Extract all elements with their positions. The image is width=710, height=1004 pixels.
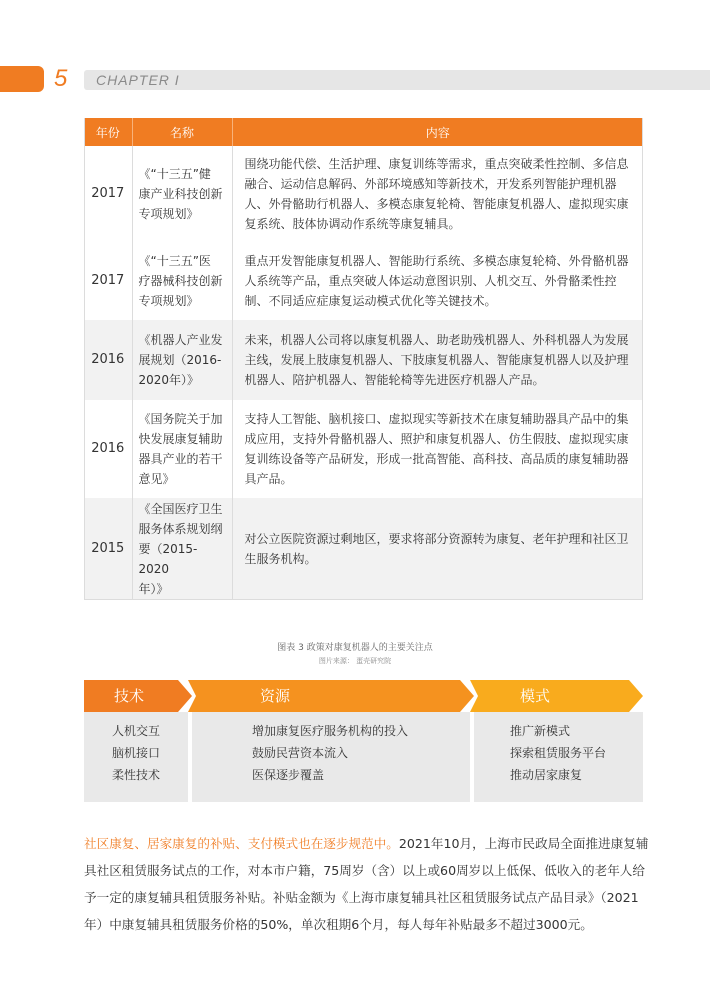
resource-item: 增加康复医疗服务机构的投入	[252, 724, 409, 738]
row-content: 重点开发智能康复机器人、智能助行系统、多模态康复轮椅、外骨骼机器 人系统等产品，重点突破人体运动意图识别、人机交互、外骨骼柔性控 制、不同适应症康复运动模式优化等关键技术。	[232, 242, 643, 320]
table-row	[84, 146, 643, 242]
row-year: 2017	[84, 242, 132, 320]
paragraph-line: 予一定的康复辅具租赁服务补贴。补贴金额为《上海市康复辅具社区租赁服务试点产品目录》（2021	[84, 890, 639, 905]
tech-item: 人机交互	[112, 724, 161, 738]
row-name: 《机器人产业发 展规划（2016- 2020年）》	[132, 320, 232, 400]
resource-arrow	[188, 680, 474, 712]
row-content: 未来，机器人公司将以康复机器人、助老助残机器人、外科机器人为发展 主线，发展上肢康复机器人、下肢康复机器人、智能康复机器人以及护理 机器人、陪护机器人、智能轮椅等先进医疗机器人产品。	[232, 320, 643, 400]
paragraph-line: 具社区租赁服务试点的工作，对本市户籍，75周岁（含）以上或60周岁以上低保、低收入的老年人给	[84, 863, 645, 878]
mode-item: 推广新模式	[510, 724, 571, 738]
resource-item: 鼓励民营资本流入	[252, 746, 349, 760]
chevron-arrows	[84, 680, 643, 712]
tech-title: 技术	[114, 687, 145, 705]
highlight-sentence: 社区康复、居家康复的补贴、支付模式也在逐步规范中。	[84, 836, 399, 851]
focus-diagram	[84, 680, 643, 802]
header-year: 年份	[84, 118, 132, 146]
row-content: 围绕功能代偿、生活护理、康复训练等需求，重点突破柔性控制、多信息 融合、运动信息解码、外部环境感知等新技术，开发系列智能护理机器 人、外骨骼助行机器人、多模态康复轮椅、智能康复机器人、虚拟现实康 复系统、肢体协调动作系统等康复辅具。	[232, 146, 643, 242]
table-row	[84, 498, 643, 600]
figure-caption: 图表 3 政策对康复机器人的主要关注点	[277, 643, 433, 653]
body-paragraph	[84, 830, 649, 938]
header-accent-tab	[0, 66, 44, 92]
row-year: 2016	[84, 400, 132, 498]
chapter-header	[0, 66, 710, 92]
table-row	[84, 242, 643, 320]
page-number: 5	[54, 65, 68, 92]
row-name: 《全国医疗卫生 服务体系规划纲 要（2015-2020 年）》	[132, 498, 232, 600]
table-row	[84, 400, 643, 498]
row-content: 支持人工智能、脑机接口、虚拟现实等新技术在康复辅助器具产品中的集 成应用，支持外骨骼机器人、照护和康复机器人、仿生假肢、虚拟现实康 复训练设备等产品研发，形成一批高智能、高科技、高品质的康复辅助器 具产品。	[232, 400, 643, 498]
row-year: 2016	[84, 320, 132, 400]
figure-source: 图片来源： 蛋壳研究院	[318, 657, 392, 665]
policy-table	[84, 118, 643, 600]
table-header-row	[84, 118, 643, 146]
row-name: 《国务院关于加 快发展康复辅助 器具产业的若干 意见》	[132, 400, 232, 498]
chapter-label: CHAPTER I	[96, 72, 180, 88]
paragraph-line	[84, 830, 649, 857]
row-year: 2015	[84, 498, 132, 600]
resource-item: 医保逐步覆盖	[252, 768, 325, 782]
paragraph-line: 年）中康复辅具租赁服务价格的50%，单次租期6个月，每人每年补贴最多不超过3000元。	[84, 917, 593, 932]
paragraph-text: 2021年10月，上海市民政局全面推进康复辅	[398, 836, 649, 851]
tech-item: 脑机接口	[112, 746, 161, 760]
row-content: 对公立医院资源过剩地区，要求将部分资源转为康复、老年护理和社区卫 生服务机构。	[232, 498, 643, 600]
mode-item: 探索租赁服务平台	[510, 746, 607, 760]
header-content: 内容	[232, 118, 643, 146]
row-name: 《“十三五”健 康产业科技创新 专项规划》	[132, 146, 232, 242]
header-name: 名称	[132, 118, 232, 146]
tech-item: 柔性技术	[112, 768, 161, 782]
table-row	[84, 320, 643, 400]
mode-arrow	[470, 680, 643, 712]
mode-title: 模式	[520, 687, 551, 705]
row-year: 2017	[84, 146, 132, 242]
row-name: 《“十三五”医 疗器械科技创新 专项规划》	[132, 242, 232, 320]
resource-title: 资源	[260, 687, 291, 705]
mode-item: 推动居家康复	[510, 768, 583, 782]
